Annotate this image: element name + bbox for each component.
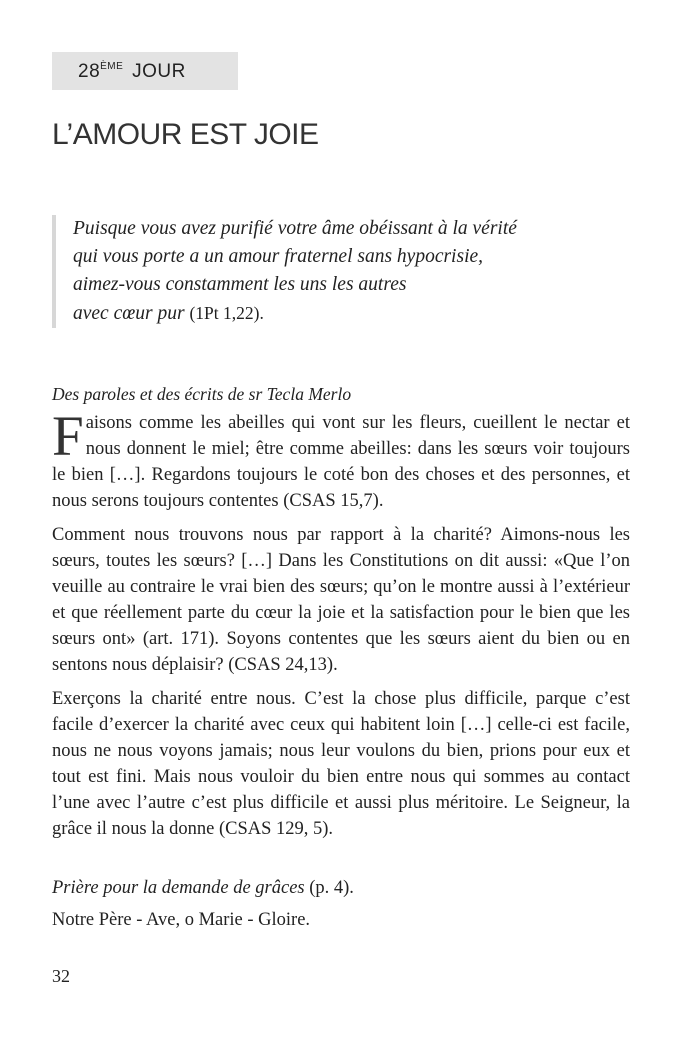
paragraph-1-text: aisons comme les abeilles qui vont sur les fleurs, cueillent le nectar et nous donnent le miel; être comme abeilles: dans les sœurs voir toujours le bien […]. Regardons toujours le coté bon des choses et des personnes, et nous serons toujours contentes (CSAS 15,7). <box>52 413 630 511</box>
quote-last-text: avec cœur pur <box>73 303 185 324</box>
prayer-line: Notre Père - Ave, o Marie - Gloire. <box>52 910 311 930</box>
prayer-reference-title: Prière pour la demande de grâces <box>52 878 305 898</box>
quote-line-last <box>73 299 633 328</box>
page-title: L’AMOUR EST JOIE <box>52 118 319 151</box>
body-text <box>52 405 630 850</box>
quote-line: aimez-vous constamment les uns les autres <box>73 274 407 295</box>
day-tag <box>52 52 238 90</box>
quote-reference: (1Pt 1,22). <box>189 303 264 323</box>
prayer-reference <box>52 878 354 899</box>
paragraph-3: Exerçons la charité entre nous. C’est la chose plus difficile, parque c’est facile d’exercer la charité avec ceux qui habitent loin […] celle-ci est facile, nous ne nous voyons jamais; nous leur voulons du bien, prions pour eux et tout est fini. Mais nous vouloir du bien entre nous qui sommes au contact l’une avec l’autre c’est plus difficile et aussi plus méritoire. Le Seigneur, la grâce il nous la donne (CSAS 129, 5). <box>52 689 630 839</box>
quote-line: qui vous porte a un amour fraternel sans hypocrisie, <box>73 246 484 267</box>
page-number: 32 <box>52 966 70 986</box>
prayer-reference-page: (p. 4). <box>304 878 354 898</box>
day-number: 28 <box>78 61 101 82</box>
section-heading: Des paroles et des écrits de sr Tecla Merlo <box>52 384 352 404</box>
paragraph-2: Comment nous trouvons nous par rapport à la charité? Aimons-nous les sœurs, toutes les sœurs? […] Dans les Constitutions on dit aussi: «Que l’on veuille au contraire le vrai bien des sœurs; qu’on le montre aussi à l’extérieur et que réellement parte du cœur la joie et la satisfaction pour le bien que les sœurs ont» (art. 171). Soyons contentes que les sœurs aient du bien ou en sentons nous déplaisir? (CSAS 24,13). <box>52 525 630 675</box>
paragraph-1 <box>52 405 630 514</box>
quote-line: Puisque vous avez purifié votre âme obéissant à la vérité <box>73 218 517 239</box>
scripture-quote <box>52 215 633 328</box>
day-word: JOUR <box>132 61 186 82</box>
day-suffix: ÈME <box>100 61 124 72</box>
drop-cap: F <box>52 405 84 468</box>
